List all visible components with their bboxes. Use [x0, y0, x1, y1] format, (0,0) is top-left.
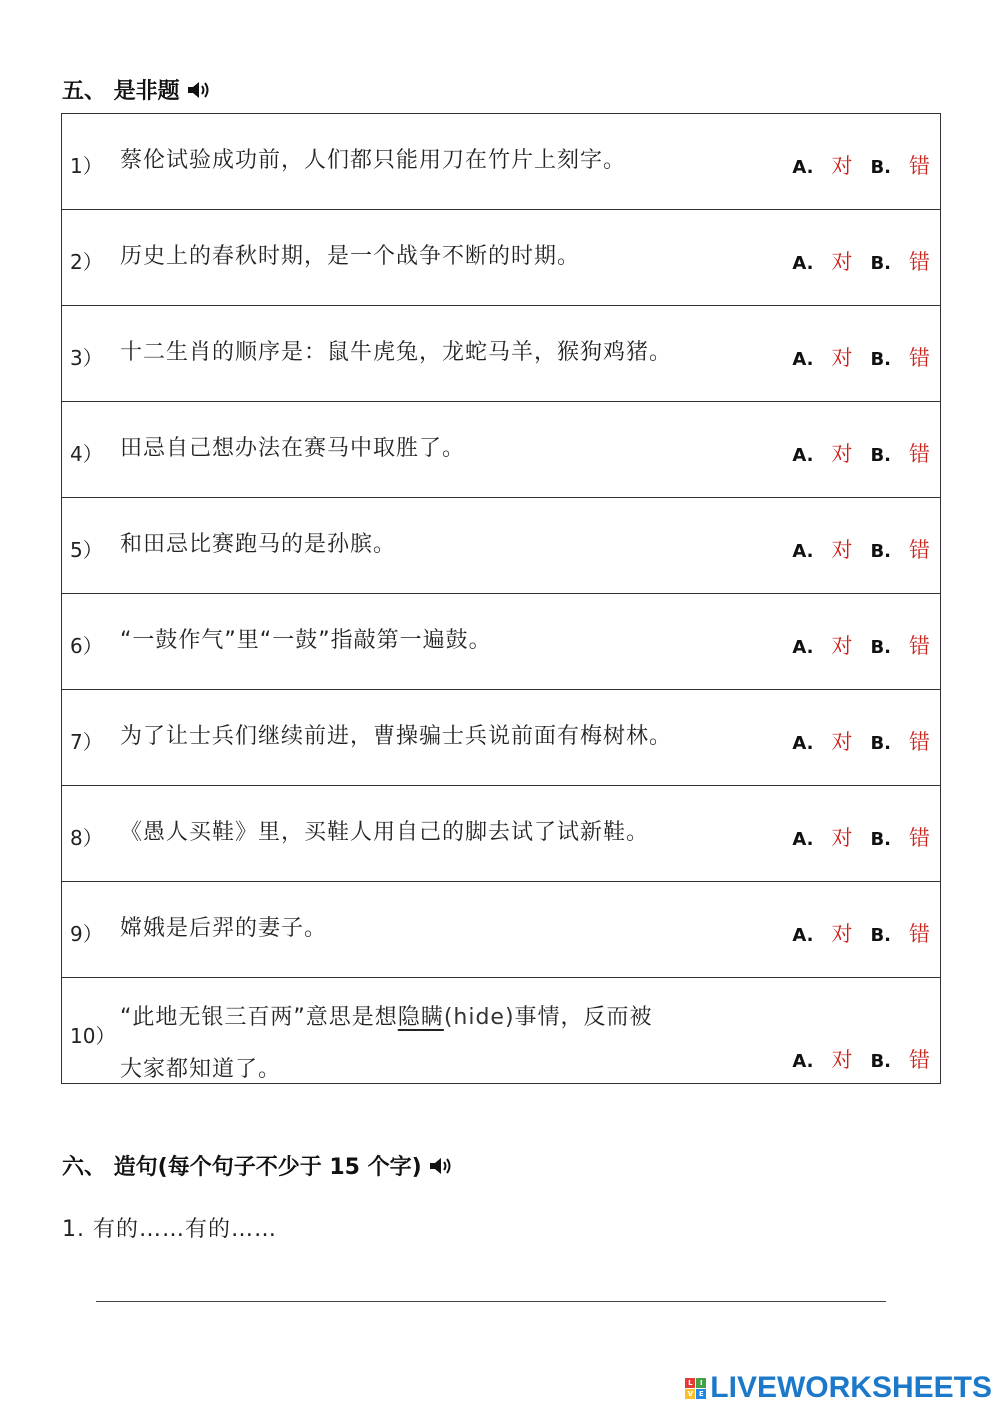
- option-false[interactable]: 错: [909, 1048, 930, 1072]
- option-b-label: B.: [870, 733, 891, 754]
- english-hint: (hide): [443, 1005, 515, 1030]
- question-number: 9）: [70, 922, 103, 946]
- question-number: 4）: [70, 442, 103, 466]
- question-text: 嫦娥是后羿的妻子。: [120, 916, 328, 941]
- option-false[interactable]: 错: [909, 154, 930, 178]
- logo-letter: L: [685, 1378, 695, 1388]
- option-a-label: A.: [792, 733, 814, 754]
- answer-options: [792, 630, 930, 660]
- sentence-prompt: 1. 有的……有的……: [62, 1217, 277, 1242]
- option-true[interactable]: 对: [831, 922, 853, 946]
- option-true[interactable]: 对: [831, 634, 853, 658]
- option-false[interactable]: 错: [909, 442, 930, 466]
- answer-options: [792, 534, 930, 564]
- option-true[interactable]: 对: [831, 1048, 853, 1072]
- question-text: 田忌自己想办法在赛马中取胜了。: [120, 436, 466, 461]
- logo-mark: [685, 1378, 706, 1399]
- question-row: [62, 114, 940, 210]
- question-text: 为了让士兵们继续前进，曹操骗士兵说前面有梅树林。: [120, 724, 673, 749]
- question-text: 《愚人买鞋》里，买鞋人用自己的脚去试了试新鞋。: [120, 820, 650, 845]
- answer-options: [792, 438, 930, 468]
- question-row: [62, 786, 940, 882]
- option-false[interactable]: 错: [909, 634, 930, 658]
- question-text-part1: “此地无银三百两”意思是想: [120, 1005, 398, 1030]
- option-true[interactable]: 对: [831, 442, 853, 466]
- option-false[interactable]: 错: [909, 346, 930, 370]
- question-line-1: [120, 992, 800, 1044]
- question-row: [62, 882, 940, 978]
- answer-options: [792, 822, 930, 852]
- option-b-label: B.: [870, 157, 891, 178]
- option-false[interactable]: 错: [909, 922, 930, 946]
- section5-title-text: 五、 是非题: [62, 79, 180, 104]
- question-text: 蔡伦试验成功前，人们都只能用刀在竹片上刻字。: [120, 148, 627, 173]
- logo-letter: V: [685, 1389, 695, 1399]
- question-number: 6）: [70, 634, 103, 658]
- answer-options: [792, 150, 930, 180]
- option-false[interactable]: 错: [909, 826, 930, 850]
- option-b-label: B.: [870, 349, 891, 370]
- option-b-label: B.: [870, 637, 891, 658]
- question-number: 2）: [70, 250, 103, 274]
- speaker-icon[interactable]: [186, 80, 212, 100]
- option-false[interactable]: 错: [909, 538, 930, 562]
- option-b-label: B.: [870, 829, 891, 850]
- question-row: [62, 306, 940, 402]
- true-false-table: [61, 113, 941, 1084]
- option-true[interactable]: 对: [831, 538, 853, 562]
- option-a-label: A.: [792, 829, 814, 850]
- question-text-part2: 事情，反而被: [514, 1005, 653, 1030]
- option-b-label: B.: [870, 1051, 891, 1072]
- question-number: 10）: [70, 1024, 116, 1048]
- option-a-label: A.: [792, 253, 814, 274]
- option-true[interactable]: 对: [831, 346, 853, 370]
- option-a-label: A.: [792, 445, 814, 466]
- option-a-label: A.: [792, 637, 814, 658]
- highlighted-word: 隐瞒: [397, 1005, 444, 1030]
- question-row: [62, 210, 940, 306]
- question-number: 1）: [70, 154, 103, 178]
- answer-input-line[interactable]: [96, 1301, 886, 1302]
- option-b-label: B.: [870, 445, 891, 466]
- question-text: 历史上的春秋时期，是一个战争不断的时期。: [120, 244, 581, 269]
- question-row: [62, 594, 940, 690]
- question-row: [62, 498, 940, 594]
- question-number: 3）: [70, 346, 103, 370]
- option-false[interactable]: 错: [909, 250, 930, 274]
- answer-options: [792, 726, 930, 756]
- option-false[interactable]: 错: [909, 730, 930, 754]
- answer-options: [792, 918, 930, 948]
- option-b-label: B.: [870, 925, 891, 946]
- question-row: [62, 402, 940, 498]
- option-true[interactable]: 对: [831, 154, 853, 178]
- question-row: [62, 978, 940, 1083]
- section5-title: [62, 74, 212, 105]
- option-b-label: B.: [870, 253, 891, 274]
- answer-options: [792, 1044, 930, 1074]
- question-text: 和田忌比赛跑马的是孙膑。: [120, 532, 397, 557]
- option-a-label: A.: [792, 541, 814, 562]
- option-a-label: A.: [792, 1051, 814, 1072]
- answer-options: [792, 246, 930, 276]
- option-true[interactable]: 对: [831, 826, 853, 850]
- section6-title-text: 六、 造句(每个句子不少于 15 个字): [62, 1155, 422, 1180]
- logo-letter: E: [696, 1389, 706, 1399]
- question-number: 8）: [70, 826, 103, 850]
- question-number: 5）: [70, 538, 103, 562]
- option-a-label: A.: [792, 157, 814, 178]
- liveworksheets-logo: [685, 1371, 992, 1405]
- question-number: 7）: [70, 730, 103, 754]
- section6-title: [62, 1150, 454, 1181]
- question-text: 十二生肖的顺序是：鼠牛虎兔，龙蛇马羊，猴狗鸡猪。: [120, 340, 673, 365]
- logo-letter: I: [696, 1378, 706, 1388]
- question-row: [62, 690, 940, 786]
- option-a-label: A.: [792, 349, 814, 370]
- option-true[interactable]: 对: [831, 250, 853, 274]
- speaker-icon[interactable]: [428, 1156, 454, 1176]
- question-text: “一鼓作气”里“一鼓”指敲第一遍鼓。: [120, 628, 492, 653]
- question-line-2: 大家都知道了。: [120, 1057, 282, 1082]
- option-true[interactable]: 对: [831, 730, 853, 754]
- logo-text: LIVEWORKSHEETS: [710, 1371, 992, 1404]
- option-b-label: B.: [870, 541, 891, 562]
- answer-options: [792, 342, 930, 372]
- question-text: [120, 992, 800, 1096]
- option-a-label: A.: [792, 925, 814, 946]
